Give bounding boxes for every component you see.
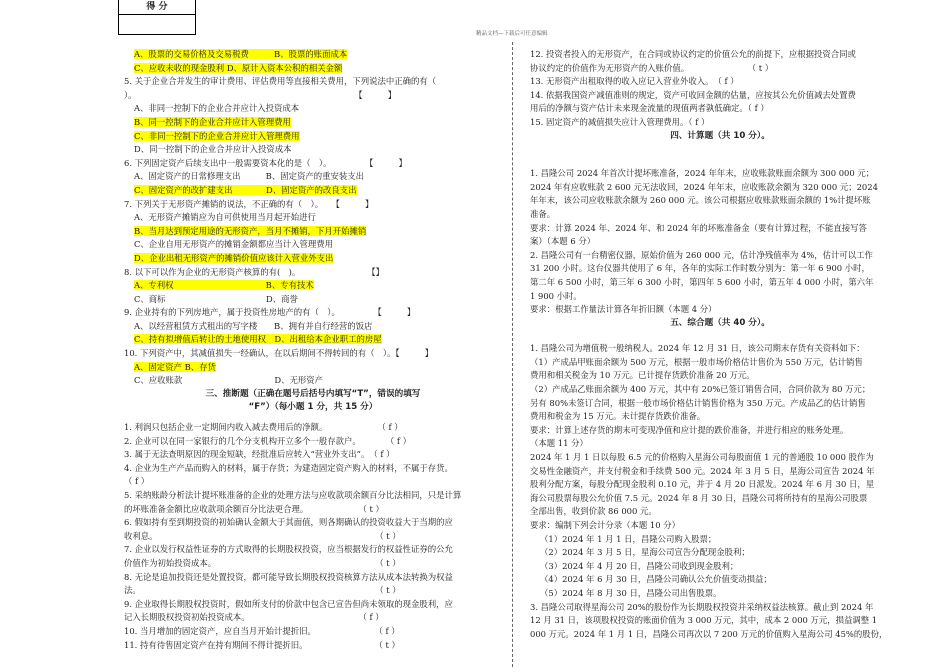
text-line	[124, 252, 502, 266]
line-text: 要求：编制下列会计分录（本题 10 分）	[530, 520, 680, 530]
text-line	[124, 435, 502, 449]
text-line	[530, 424, 910, 438]
text-line	[530, 465, 910, 479]
line-text: “F”）（每小题 1 分，共 15 分）	[248, 402, 378, 413]
text-line	[530, 614, 910, 628]
text-line	[530, 342, 910, 356]
line-text: 费用和相关税金为 10 万元。已计提存货跌价准备 20 万元。	[530, 370, 755, 381]
line-text: 5. 采纳账龄分析法计提坏账准备的企业的处理方法与应收款项余额百分比法相同，只是计算	[124, 490, 462, 500]
text-line	[530, 505, 910, 519]
line-text: （4）2024 年 6 月 30 日，昌隆公司确认公允价值变动损益；	[540, 574, 772, 585]
text-line	[530, 102, 910, 116]
text-line	[530, 290, 910, 304]
line-text: 海公司股票每股公允价值 7.5 元。2024 年 8 月 30 日，昌隆公司将所持有的星海公司股票	[530, 492, 868, 503]
line-text: 000 万元。2024 年 1 月 1 日，昌隆公司再次以 7 200 万元的价值购入星海公司 45%的股份，	[530, 628, 888, 639]
left-column	[124, 48, 502, 652]
line-text: （ f ）	[124, 476, 150, 487]
line-text: 交易性金融资产，并支付税金和手续费 500 元。2024 年 3 月 5 日，星海公司宣告 2024 年	[530, 465, 875, 476]
text-line	[124, 143, 502, 157]
line-text: 3. 属于无法查明原因的现金短缺，经批准后应转入“营业外支出”。 （ f ）	[124, 449, 395, 460]
text-line	[530, 356, 910, 370]
text-line	[530, 437, 910, 451]
section-heading	[124, 401, 502, 415]
text-line	[124, 198, 502, 212]
text-line	[124, 75, 502, 89]
text-line	[124, 489, 502, 503]
section-heading	[530, 317, 910, 331]
text-line	[124, 184, 502, 198]
header-note: 精品文档—下载后可任意编辑	[476, 31, 548, 37]
text-line	[530, 383, 910, 397]
line-text: 三、推断题（正确在题号后括号内填写“T”，错误的填写	[205, 388, 421, 399]
text-line	[530, 208, 910, 222]
text-line	[530, 116, 910, 130]
text-line	[530, 628, 910, 642]
line-text: 8. 无论是追加投资还是处置投资，都可能导致长期股权投资核算方法从成本法转换为权益	[124, 571, 453, 582]
text-line	[530, 601, 910, 615]
line-text: 协议约定的价值作为无形资产的入账价值。 （ t ）	[530, 62, 774, 73]
text-line	[124, 421, 502, 435]
line-text: 1. 昌隆公司为增值税一般纳税人。2024 年 12 月 31 日，该公司期末存货有关资料如下：	[530, 343, 865, 354]
line-text: 31 200 小时。这台仪器共使用了 6 年，各年的实际工作时数分别为：第一年 6 900 小时，	[530, 263, 870, 274]
text-line	[124, 102, 502, 116]
line-text: 14. 依据我国资产减值准则的规定，资产可收回金额的估量，应按其公允价值减去处置费	[530, 89, 856, 100]
text-line	[124, 347, 502, 361]
line-text: 2. 昌隆公司有一台精密仪器，原始价值为 260 000 元，估计净残值率为 4%，估计可以工作	[530, 249, 873, 260]
line-text: 7. 下列关于无形资产摊销的说法，不正确的有（ ）。 【 】	[124, 198, 374, 209]
line-text: （1）产成品甲账面余额为 500 万元，根据一般市场价格估计售价为 550 万元，估计销售	[530, 356, 863, 367]
line-text: 6. 下列固定资产后续支出中一般需要资本化的是（ ）。 【 】	[124, 157, 407, 168]
line-text: 12. 投资者投入的无形资产，在合同或协议约定的价值公允的前提下，应根据投资合同或	[530, 49, 856, 59]
text-line	[124, 543, 502, 557]
text-line	[124, 611, 502, 625]
line-text: （3）2024 年 4 月 20 日，昌隆公司收到现金股利；	[540, 560, 739, 571]
right-column	[530, 48, 910, 641]
text-line	[530, 519, 910, 533]
text-line	[530, 62, 910, 76]
line-text: 2. 企业可以在同一家银行的几个分支机构开立多个一般存款户。 （ f ）	[124, 435, 412, 446]
text-line	[124, 130, 502, 144]
line-text: 第二年 6 500 小时，第三年 6 300 小时，第四年 5 600 小时，第五年 4 000 小时，第六年	[530, 276, 874, 287]
text-line	[124, 475, 502, 489]
text-line	[124, 211, 502, 225]
line-text: 10. 当月增加的固定资产，应自当月开始计提折旧。 （ f ）	[124, 625, 400, 636]
highlighted-text: A、固定资产 B、存货	[134, 361, 216, 372]
line-text: 7. 企业以发行权益性证券的方式取得的长期股权投资，应当根据发行的权益性证券的公允	[124, 544, 453, 555]
text-line	[124, 361, 502, 375]
line-text: 3. 昌隆公司取得星海公司 20%的股份作为长期股权投资并采纳权益法核算。截止到 2024 年	[530, 601, 874, 612]
line-text: A、固定资产的日常修理支出 B、固定资产的重安装支出	[134, 171, 364, 182]
text-line	[530, 48, 910, 62]
text-line	[530, 492, 910, 506]
line-text: 8. 以下可以作为企业的无形资产核算的有( )。 【】	[124, 266, 385, 277]
line-text: 股利分配方案，每股分配现金股利 0.10 元，并于 4 月 20 日派发。2024 年 6 月 30 日，星	[530, 479, 875, 490]
line-text: ）。 【 】	[124, 89, 397, 100]
text-line	[124, 333, 502, 347]
section-heading	[124, 388, 502, 402]
text-line	[124, 462, 502, 476]
column-divider	[512, 42, 513, 667]
line-text: （2）2024 年 3 月 5 日，星海公司宣告分配现金股利；	[540, 547, 750, 558]
text-line	[530, 262, 910, 276]
highlighted-text: A、专利权 B、专有技术	[134, 280, 314, 291]
section-heading	[530, 130, 910, 144]
line-text: 要求：计算上述存货的期末可变现净值和应计提的跌价准备，并进行相应的账务处理。	[530, 424, 849, 435]
text-line	[124, 157, 502, 171]
text-line	[530, 478, 910, 492]
line-text: 2024 年有应收账款 2 600 元无法收回，2024 年年末，应收账款余额为 320 000 元；2024	[530, 181, 878, 192]
text-line	[124, 584, 502, 598]
text-line	[124, 279, 502, 293]
spacer	[530, 330, 910, 342]
line-text: 要求：根据工作量法计算各年折旧额（本题 4 分）	[530, 304, 717, 315]
text-line	[124, 225, 502, 239]
text-line	[530, 89, 910, 103]
line-text: 法。 （ t ）	[124, 585, 401, 596]
line-text: 13. 无形资产出租取得的收入应记入营业外收入。 （ f ）	[530, 76, 739, 87]
text-line	[124, 266, 502, 280]
text-line	[530, 75, 910, 89]
text-line	[124, 89, 502, 103]
line-text: 准备。	[530, 208, 556, 219]
highlighted-text: A、股票的交易价格及交易税费 B、股票的账面成本	[134, 49, 348, 59]
line-text: 1. 利润只包括企业一定期间内收入减去费用后的净额。 （ f ）	[124, 422, 403, 433]
line-text: （本题 11 分）	[530, 438, 588, 449]
spacer	[530, 143, 910, 155]
line-text: 年年末，该公司应收账款余额为 260 000 元。该公司根据应收账款账面余额的 1%计提坏账	[530, 195, 871, 206]
text-line	[530, 222, 910, 236]
line-text: （1）2024 年 1 月 1 日，昌隆公司购入股票；	[540, 533, 717, 544]
text-line	[124, 62, 502, 76]
spacer	[530, 155, 910, 167]
line-text: C、企业自用无形资产的摊销金额都应当计入管理费用	[134, 239, 334, 250]
text-line	[530, 451, 910, 465]
line-text: 费用和税金为 15 万元。未计提存货跌价准备。	[530, 411, 706, 422]
text-line	[124, 238, 502, 252]
text-line	[530, 587, 910, 601]
text-line	[124, 448, 502, 462]
text-line	[124, 320, 502, 334]
line-text: 9. 企业持有的下列房地产，属于投资性房地产的有（ ）。 【 】	[124, 307, 416, 318]
text-line	[530, 303, 910, 317]
text-line	[124, 625, 502, 639]
line-text: 10. 下列资产中，其减值损失一经确认，在以后期间不得转回的有（ ）。【 】	[124, 348, 434, 359]
line-text: （2）产成品乙账面余额为 400 万元，其中有 20%已签订销售合同，合同价款为 80 万元；	[530, 384, 871, 395]
line-text: A、无形资产摊销应为自可供使用当月起开始进行	[134, 212, 316, 223]
text-line	[124, 48, 502, 62]
score-box	[118, 0, 196, 35]
text-line	[124, 530, 502, 544]
line-text: 4. 企业为生产产品而购入的材料，属于存货；为建造固定资产购入的材料，不属于存货。	[124, 462, 453, 473]
line-text: 9. 企业取得长期股权投资时，假如所支付的价款中包含已宣告但尚未领取的现金股利，应	[124, 598, 453, 609]
text-line	[530, 249, 910, 263]
line-text: 五、综合题（共 40 分）。	[670, 317, 770, 328]
line-text: 记入长期股权投资初始投资成本。 （ f ）	[124, 612, 384, 623]
line-text: 案）（本题 6 分）	[530, 236, 596, 247]
line-text: 另有 80%未签订合同，根据一般市场价格估计销售价格为 350 万元。产成品乙的估计销售	[530, 397, 866, 408]
text-line	[530, 560, 910, 574]
text-line	[530, 194, 910, 208]
line-text: 用后的净额与资产估计未来现金流量的现值两者孰低确定。（ f ）	[530, 103, 769, 114]
text-line	[124, 170, 502, 184]
line-text: A、以经营租赁方式租出的写字楼 B、拥有并自行经营的饭店	[134, 320, 373, 331]
text-line	[124, 293, 502, 307]
text-line	[124, 557, 502, 571]
text-line	[530, 276, 910, 290]
text-line	[124, 598, 502, 612]
text-line	[124, 116, 502, 130]
text-line	[530, 573, 910, 587]
highlighted-text: C、固定资产的改扩建支出 D、固定资产的改良支出	[134, 184, 357, 195]
text-line	[530, 546, 910, 560]
line-text: 2024 年 1 月 1 日以每股 6.5 元的价格购入星海公司每股面值 1 元的普通股 10 000 股作为	[530, 452, 874, 463]
highlighted-text: B、同一控制下的企业合并应计入管理费用	[134, 116, 291, 127]
score-label: 得 分	[119, 0, 195, 15]
line-text: C、应收账款 D、无形资产	[134, 375, 323, 386]
line-text: 12 月 31 日，该项股权投资的账面价值为 3 000 万元，其中，成本 2 000 万元，损益调整 1	[530, 615, 878, 626]
text-line	[530, 369, 910, 383]
line-text: C、商标 D、商誉	[134, 293, 298, 304]
line-text: A、非同一控制下的企业合并应计入投资成本	[134, 103, 300, 114]
text-line	[530, 533, 910, 547]
text-line	[124, 306, 502, 320]
line-text: 5. 关于企业合并发生的审计费用、评估费用等直接相关费用，下列说法中正确的有（	[124, 76, 437, 87]
line-text: 11. 持有待售固定资产在持有期间不得计提折旧。 （ t ）	[124, 639, 400, 650]
text-line	[530, 397, 910, 411]
highlighted-text: C、应收未收的现金股利 D、原计入资本公积的相关金额	[134, 62, 343, 73]
line-text: 四、计算题（共 10 分）。	[670, 130, 770, 141]
line-text: 15. 固定资产的减值损失应计入管理费用。（ f ）	[530, 116, 710, 127]
highlighted-text: D、企业出租无形资产的摊销价值应该计入营业外支出	[134, 252, 334, 263]
line-text: 6. 假如持有至到期投资的初始确认金额大于其面值，则各期确认的投资收益大于当期的应	[124, 517, 453, 528]
highlighted-text: B、当月达到预定用途的无形资产，当月不摊销，下月开始摊销	[134, 225, 367, 236]
line-text: 全部出售，收到价款 86 000 元。	[530, 506, 657, 517]
line-text: D、同一控制下的企业合并应计入投资成本	[134, 144, 292, 155]
highlighted-text: C、持有拟增值后转让的土地使用权 D、出租给本企业职工的房屋	[134, 334, 382, 345]
line-text: 收利息。 （ t ）	[124, 530, 401, 541]
highlighted-text: C、非同一控制下的企业合并应计入管理费用	[134, 130, 300, 141]
text-line	[530, 235, 910, 249]
text-line	[124, 639, 502, 653]
text-line	[124, 516, 502, 530]
line-text: 1. 昌隆公司 2024 年首次计提坏账准备，2024 年年末，应收账款账面余额为 300 000 元；	[530, 168, 875, 179]
text-line	[124, 503, 502, 517]
line-text: 价值作为初始投资成本。 （ t ）	[124, 557, 401, 568]
line-text: 的坏账准备金额比应收款项余额百分比法更合理。 （ t ）	[124, 503, 384, 514]
text-line	[530, 410, 910, 424]
text-line	[124, 571, 502, 585]
text-line	[124, 374, 502, 388]
text-line	[530, 181, 910, 195]
line-text: 要求：计算 2024 年、2024 年、和 2024 年的坏账准备金（要有计算过程，不能直接写答	[530, 222, 867, 233]
text-line	[530, 167, 910, 181]
line-text: （5）2024 年 8 月 30 日，昌隆公司出售股票。	[540, 587, 722, 598]
line-text: 1 900 小时。	[530, 290, 582, 301]
